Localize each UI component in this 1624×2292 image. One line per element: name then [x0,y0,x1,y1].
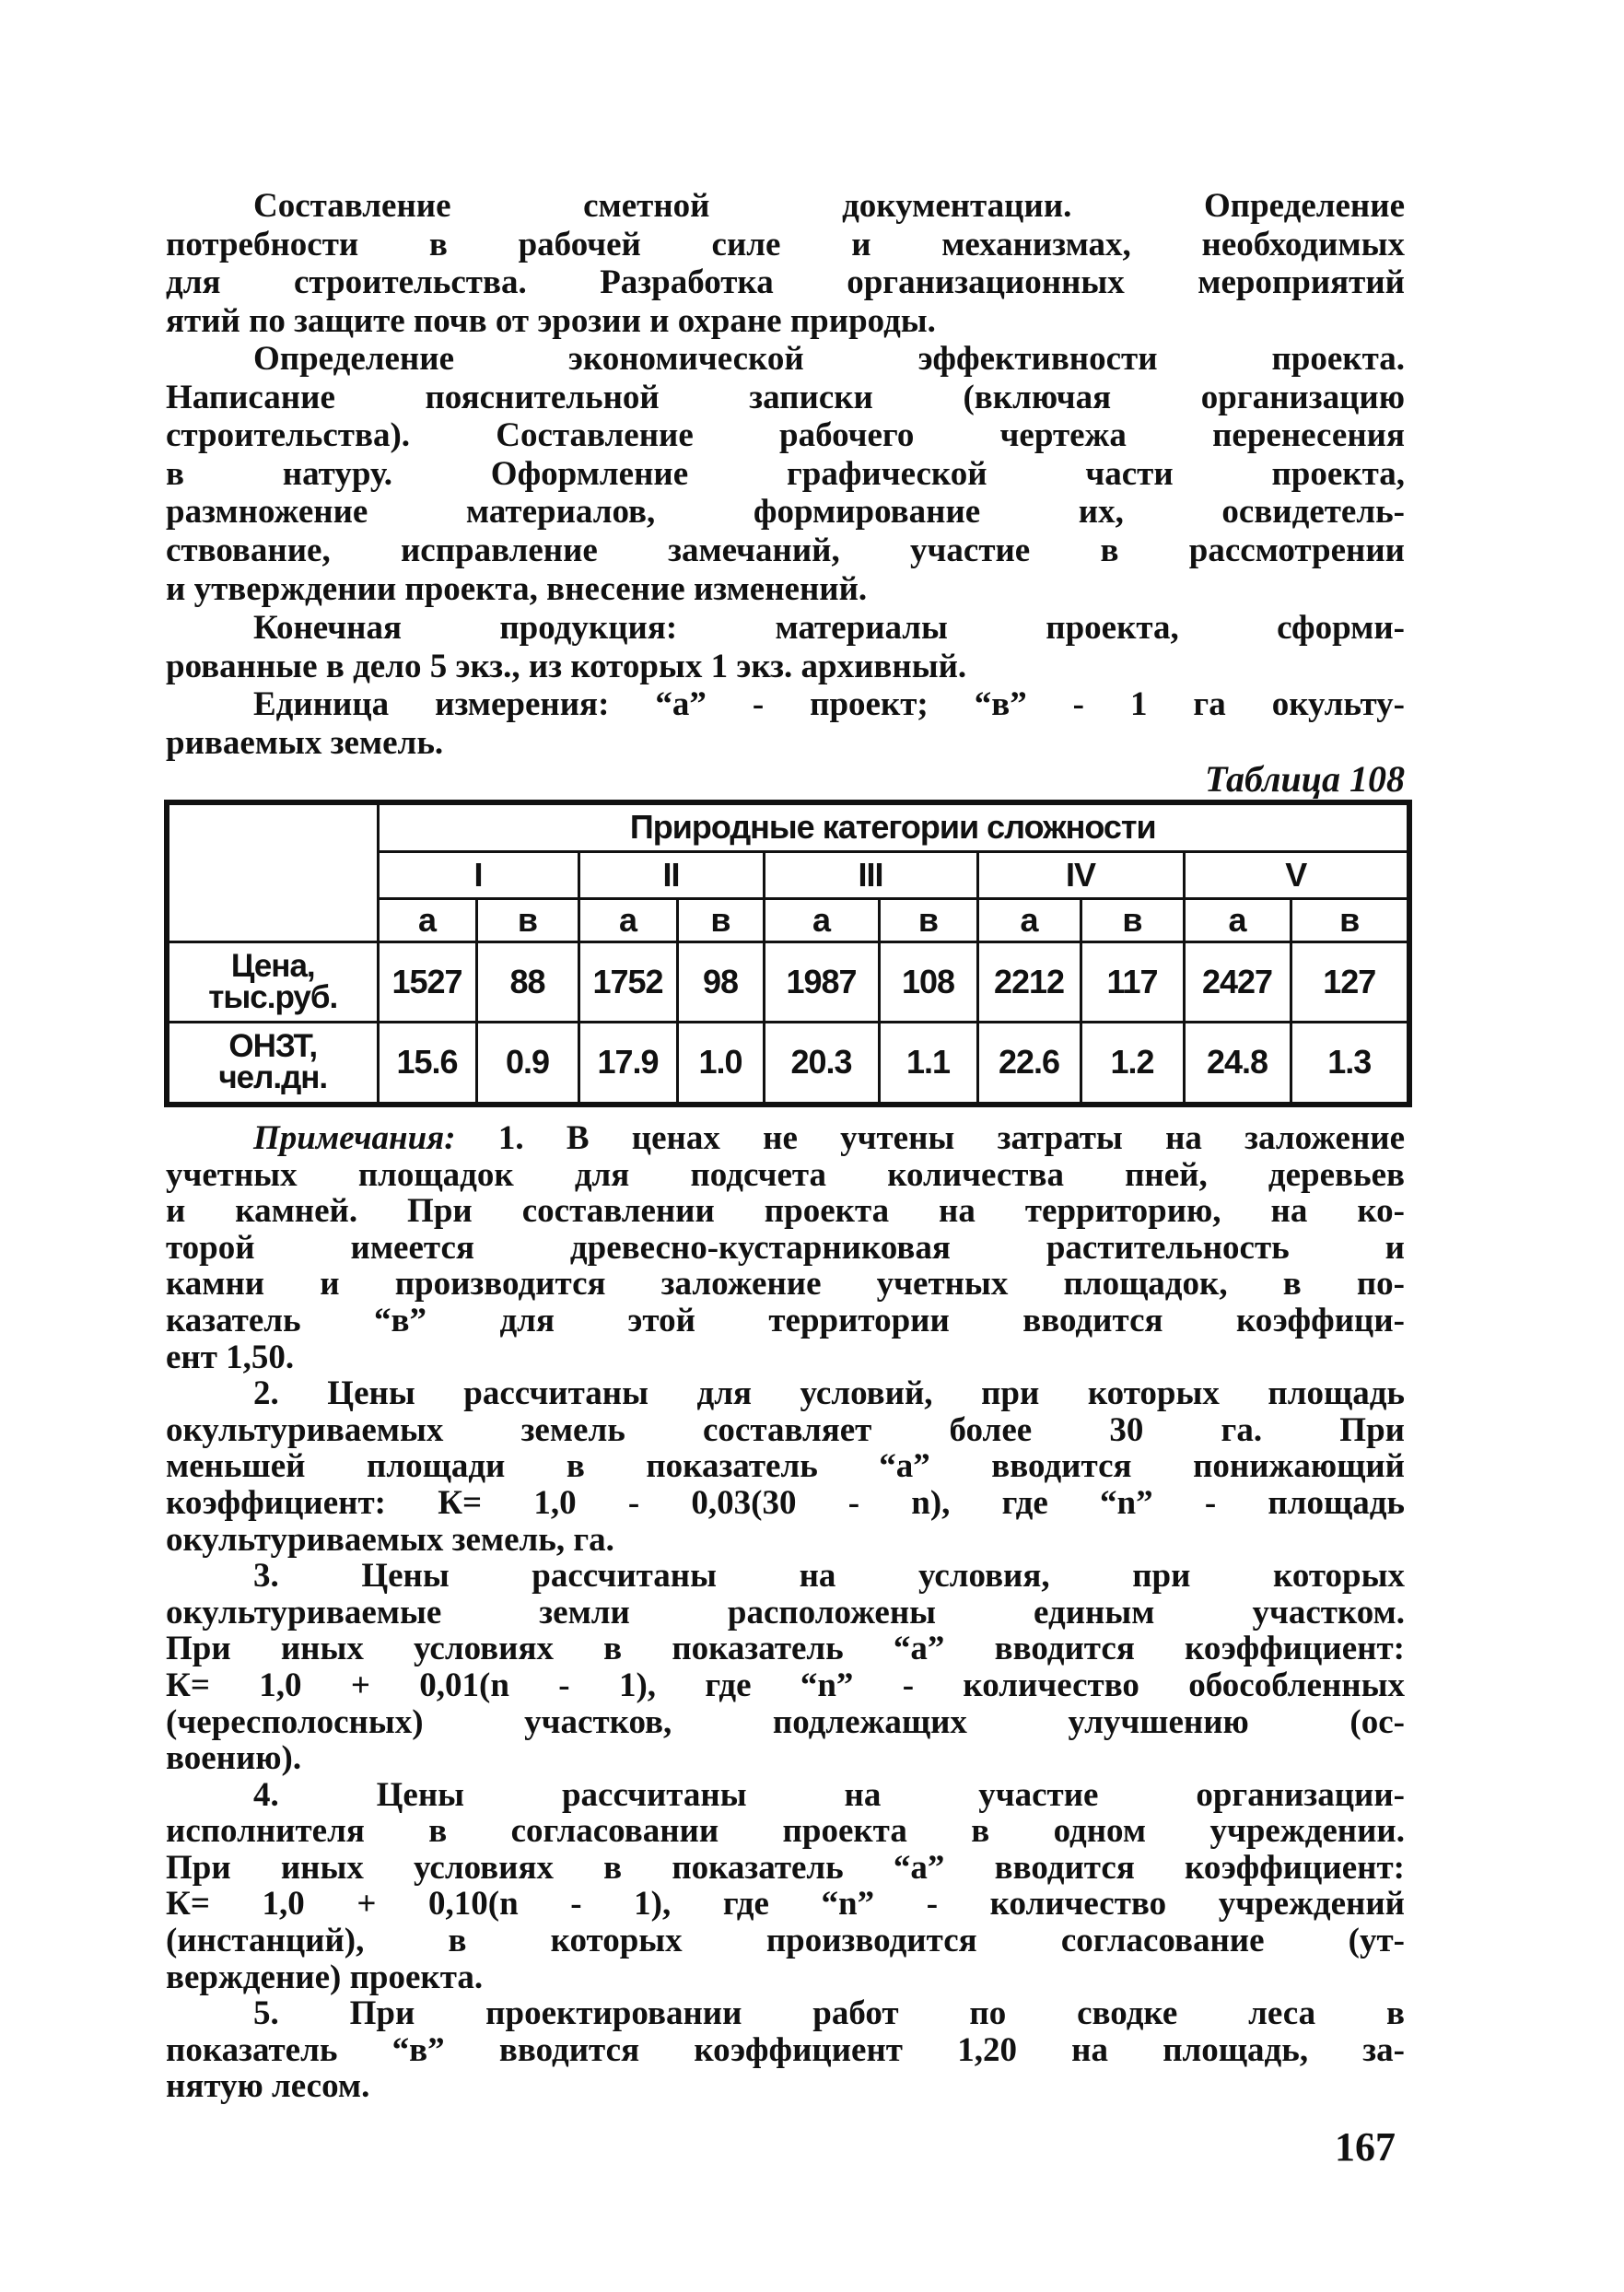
note-line: (инстанций), в которых производится согласование (ут- [166,1923,1405,1959]
category-header: V [1184,851,1409,898]
table-cell: 127 [1291,941,1409,1022]
row-label [167,1022,378,1105]
text-line: в натуру. Оформление графической части проекта, [166,454,1405,493]
text-line: потребности в рабочей силе и механизмах, необходимых [166,225,1405,263]
category-header: III [764,851,977,898]
text-line: риваемых земель. [166,723,444,762]
text-line: и утверждении проекта, внесение изменений. [166,569,868,608]
text-line: ятий по защите почв от эрозии и охране природы. [166,301,936,340]
note-line: казатель “в” для этой территории вводится коэффици- [166,1302,1405,1339]
paragraph [166,609,1405,685]
row-label-line: чел.дн. [218,1059,328,1096]
note-line: При иных условиях в показатель “а” вводится коэффициент: [166,1849,1405,1887]
row-label [167,941,378,1022]
row-label-line: Цена, [230,947,315,984]
row-label-line: тыс.руб. [208,978,338,1015]
note-line: меньшей площади в показатель “а” вводится понижающий [166,1448,1405,1485]
table-cell: 15.6 [378,1022,476,1105]
note-line: 5. При проектировании работ по сводке леса в [253,1995,1405,2032]
note-line: К= 1,0 + 0,10(n - 1), где “n” - количество учреждений [166,1886,1405,1924]
note-line: и камней. При составлении проекта на территорию, на ко- [166,1193,1405,1230]
text-line: Написание пояснительной записки (включая организацию [166,378,1405,416]
subheader: в [879,898,977,941]
pricing-table [164,800,1412,1107]
note-line: 4. Цены рассчитаны на участие организации- [253,1776,1405,1814]
text-line: Составление сметной документации. Определение [253,187,1405,225]
note-line: показатель “в” вводится коэффициент 1,20 на площадь, за- [166,2031,1405,2069]
text-line: ствование, исправление замечаний, участие в рассмотрении [166,531,1405,569]
note-line: При иных условиях в показатель “а” вводится коэффициент: [166,1631,1405,1667]
subheader: в [476,898,578,941]
table-cell: 1.1 [879,1022,977,1105]
note-line: 3. Цены рассчитаны на условия, при которых [253,1558,1405,1595]
text-line: Конечная продукция: материалы проекта, сформи- [253,609,1405,647]
category-header: IV [977,851,1184,898]
note-line: нятую лесом. [166,2068,370,2106]
note-line: исполнителя в согласовании проекта в одном учреждении. [166,1813,1405,1850]
row-label-line: ОНЗТ, [228,1028,318,1065]
table-cell: 1.2 [1081,1022,1184,1105]
note-line: К= 1,0 + 0,01(n - 1), где “n” - количество обособленных [166,1666,1405,1704]
notes-label: Примечания: [253,1120,456,1157]
table-cell: 88 [476,941,578,1022]
table-cell: 1.0 [677,1022,764,1105]
table-cell: 17.9 [578,1022,677,1105]
note-line: верждение) проекта. [166,1959,484,1996]
note-line: окультуриваемые земли расположены единым участком. [166,1594,1405,1631]
subheader: а [977,898,1081,941]
table-cell: 1752 [578,941,677,1022]
page-number: 167 [1335,2124,1396,2169]
note-line: окультуриваемых земель составляет более 30 га. При [166,1411,1405,1449]
text-line: Единица измерения: “а” - проект; “в” - 1 га окульту- [253,685,1405,723]
table-cell: 1987 [764,941,879,1022]
text-line: размножение материалов, формирование их, освидетель- [166,493,1405,532]
note-line: торой имеется древесно-кустарниковая растительность и [166,1229,1405,1267]
note-line: камни и производится заложение учетных площадок, в по- [166,1266,1405,1303]
note-text: 1. В ценах не учтены затраты на заложение [497,1120,1405,1157]
note-line [166,1120,1405,1157]
text-line: рованные в дело 5 экз., из которых 1 экз. архивный. [166,647,967,685]
note-line: воению). [166,1740,302,1777]
note-line: 2. Цены рассчитаны для условий, при которых площадь [253,1375,1405,1412]
paragraph [166,340,1405,608]
subheader: в [677,898,764,941]
table-cell: 24.8 [1184,1022,1291,1105]
category-header: I [378,851,578,898]
table-cell: 0.9 [476,1022,578,1105]
subheader: в [1081,898,1184,941]
paragraph [166,685,1405,762]
paragraph [166,187,1405,340]
notes [166,1120,1405,2105]
group-header: Природные категории сложности [378,802,1409,851]
table-cell: 2427 [1184,941,1291,1022]
table-cell: 98 [677,941,764,1022]
note-line: учетных площадок для подсчета количества пней, деревьев [166,1156,1405,1194]
table-cell: 1527 [378,941,476,1022]
subheader: а [378,898,476,941]
subheader: а [578,898,677,941]
note-line: (чересполосных) участков, подлежащих улучшению (ос- [166,1703,1405,1741]
table-cell: 108 [879,941,977,1022]
subheader: в [1291,898,1409,941]
table-cell: 2212 [977,941,1081,1022]
table-caption: Таблица 108 [1205,758,1405,800]
table-cell: 22.6 [977,1022,1081,1105]
table-cell: 1.3 [1291,1022,1409,1105]
table-cell: 117 [1081,941,1184,1022]
corner-cell [167,802,378,941]
table-cell: 20.3 [764,1022,879,1105]
text-line: для строительства. Разработка организационных мероприятий [166,263,1405,302]
category-header: II [578,851,764,898]
subheader: а [764,898,879,941]
text-line: строительства). Составление рабочего чертежа перенесения [166,416,1405,455]
note-line: коэффициент: К= 1,0 - 0,03(30 - n), где “n” - площадь [166,1484,1405,1522]
text-line: Определение экономической эффективности проекта. [253,340,1405,378]
note-line: ент 1,50. [166,1339,295,1376]
subheader: а [1184,898,1291,941]
note-line: окультуриваемых земель, га. [166,1521,614,1559]
